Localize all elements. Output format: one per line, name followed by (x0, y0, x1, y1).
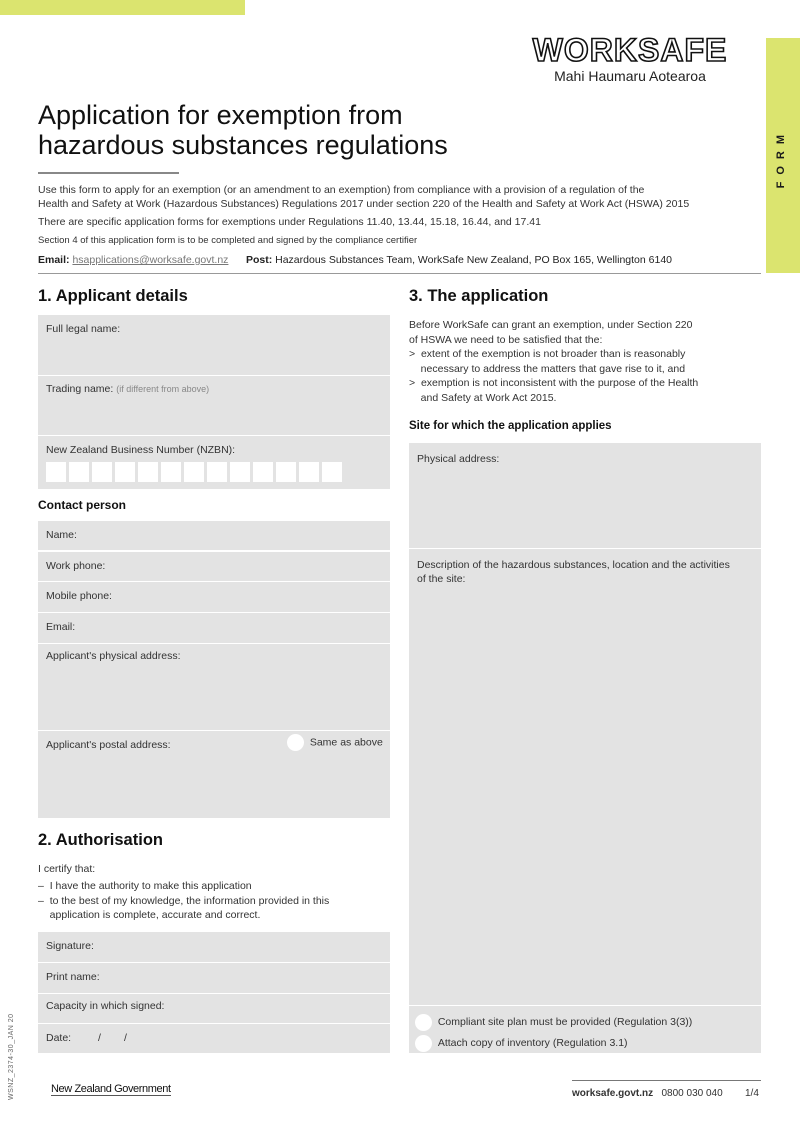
name-field[interactable]: Name: (38, 521, 390, 550)
form-tab (766, 38, 800, 273)
physical-address-field[interactable]: Applicant's physical address: (38, 644, 390, 730)
page-number: 1/4 (745, 1088, 759, 1099)
logo-text: WORKSAFE (532, 32, 728, 68)
work-phone-field[interactable]: Work phone: (38, 552, 390, 581)
full-legal-name-field[interactable]: Full legal name: (38, 315, 390, 375)
site-heading: Site for which the application applies (409, 420, 612, 432)
description-field[interactable]: Description of the hazardous substances, location and the activities of the site: (409, 549, 761, 1005)
title-rule (38, 172, 179, 174)
section-2-heading: 2. Authorisation (38, 831, 163, 849)
postal-address-field[interactable]: Applicant's postal address: Same as above (38, 731, 390, 818)
capacity-field[interactable]: Capacity in which signed: (38, 994, 390, 1023)
footer-phone: 0800 030 040 (661, 1088, 723, 1099)
checkbox-circle-icon[interactable] (415, 1035, 432, 1052)
intro-forms-note: There are specific application forms for exemptions under Regulations 11.40, 13.44, 15.18, 16.44, and 17.41 (38, 216, 541, 228)
nzbn-field[interactable]: New Zealand Business Number (NZBN): (38, 436, 390, 489)
nz-government-logo: New Zealand Government (51, 1083, 171, 1095)
intro-section4-note: Section 4 of this application form is to be completed and signed by the compliance certifier (38, 235, 418, 246)
form-tab-label: FORM (775, 128, 787, 189)
application-intro: Before WorkSafe can grant an exemption, under Section 220 of HSWA we need to be satisfied that the: > extent of the exemption is not broader than is reasonably necessary to address the matters that gave rise to it, and > exemption is not inconsistent with the purpose of the Health and Safety at Work Act 2015. (409, 319, 699, 404)
worksafe-logo (525, 34, 735, 84)
logo-subtitle: Mahi Haumaru Aotearoa (554, 68, 706, 84)
divider (38, 273, 761, 274)
certify-list: – I have the authority to make this application – to the best of my knowledge, the information provided in this application is complete, accurate and correct. (38, 880, 330, 921)
nzbn-digit-boxes[interactable] (46, 462, 382, 482)
footer-rule (572, 1080, 761, 1081)
contact-line: Email: hsapplications@worksafe.govt.nz Post: Hazardous Substances Team, WorkSafe New Zealand, PO Box 165, Wellington 6140 (38, 254, 673, 266)
inventory-checkbox[interactable]: Attach copy of inventory (Regulation 3.1) (415, 1033, 755, 1054)
date-field[interactable]: Date: / / (38, 1024, 390, 1053)
print-name-field[interactable]: Print name: (38, 963, 390, 993)
site-physical-address-field[interactable]: Physical address: (409, 443, 761, 548)
section-1-heading: 1. Applicant details (38, 287, 188, 305)
contact-person-heading: Contact person (38, 498, 127, 512)
checkbox-circle-icon[interactable] (415, 1014, 432, 1031)
footer-website[interactable]: worksafe.govt.nz (572, 1088, 654, 1099)
section-3-heading: 3. The application (409, 287, 549, 305)
page-title: Application for exemption from hazardous substances regulations (38, 100, 448, 160)
email-link[interactable]: hsapplications@worksafe.govt.nz (72, 254, 229, 266)
attachments-checklist (409, 1006, 761, 1053)
email-field[interactable]: Email: (38, 613, 390, 643)
radio-circle-icon[interactable] (287, 734, 304, 751)
signature-field[interactable]: Signature: (38, 932, 390, 962)
form-code: WSNZ_2374-30_JAN 20 (8, 1013, 15, 1100)
certify-text: I certify that: (38, 863, 96, 875)
mobile-phone-field[interactable]: Mobile phone: (38, 582, 390, 612)
top-accent-bar (0, 0, 245, 15)
date-separator: / (98, 1032, 101, 1044)
site-plan-checkbox[interactable]: Compliant site plan must be provided (Regulation 3(3)) (415, 1012, 755, 1033)
intro-paragraph: Use this form to apply for an exemption (or an amendment to an exemption) from compliance with a provision of a regulation of the Health and Safety at Work (Hazardous Substances) Regulations 2017 under section 220 of the Health and Safety at Work Act (HSWA) 2015 (38, 184, 690, 210)
same-as-above-checkbox[interactable]: Same as above (287, 734, 383, 751)
trading-name-field[interactable]: Trading name: (if different from above) (38, 376, 390, 435)
date-separator: / (124, 1032, 127, 1044)
